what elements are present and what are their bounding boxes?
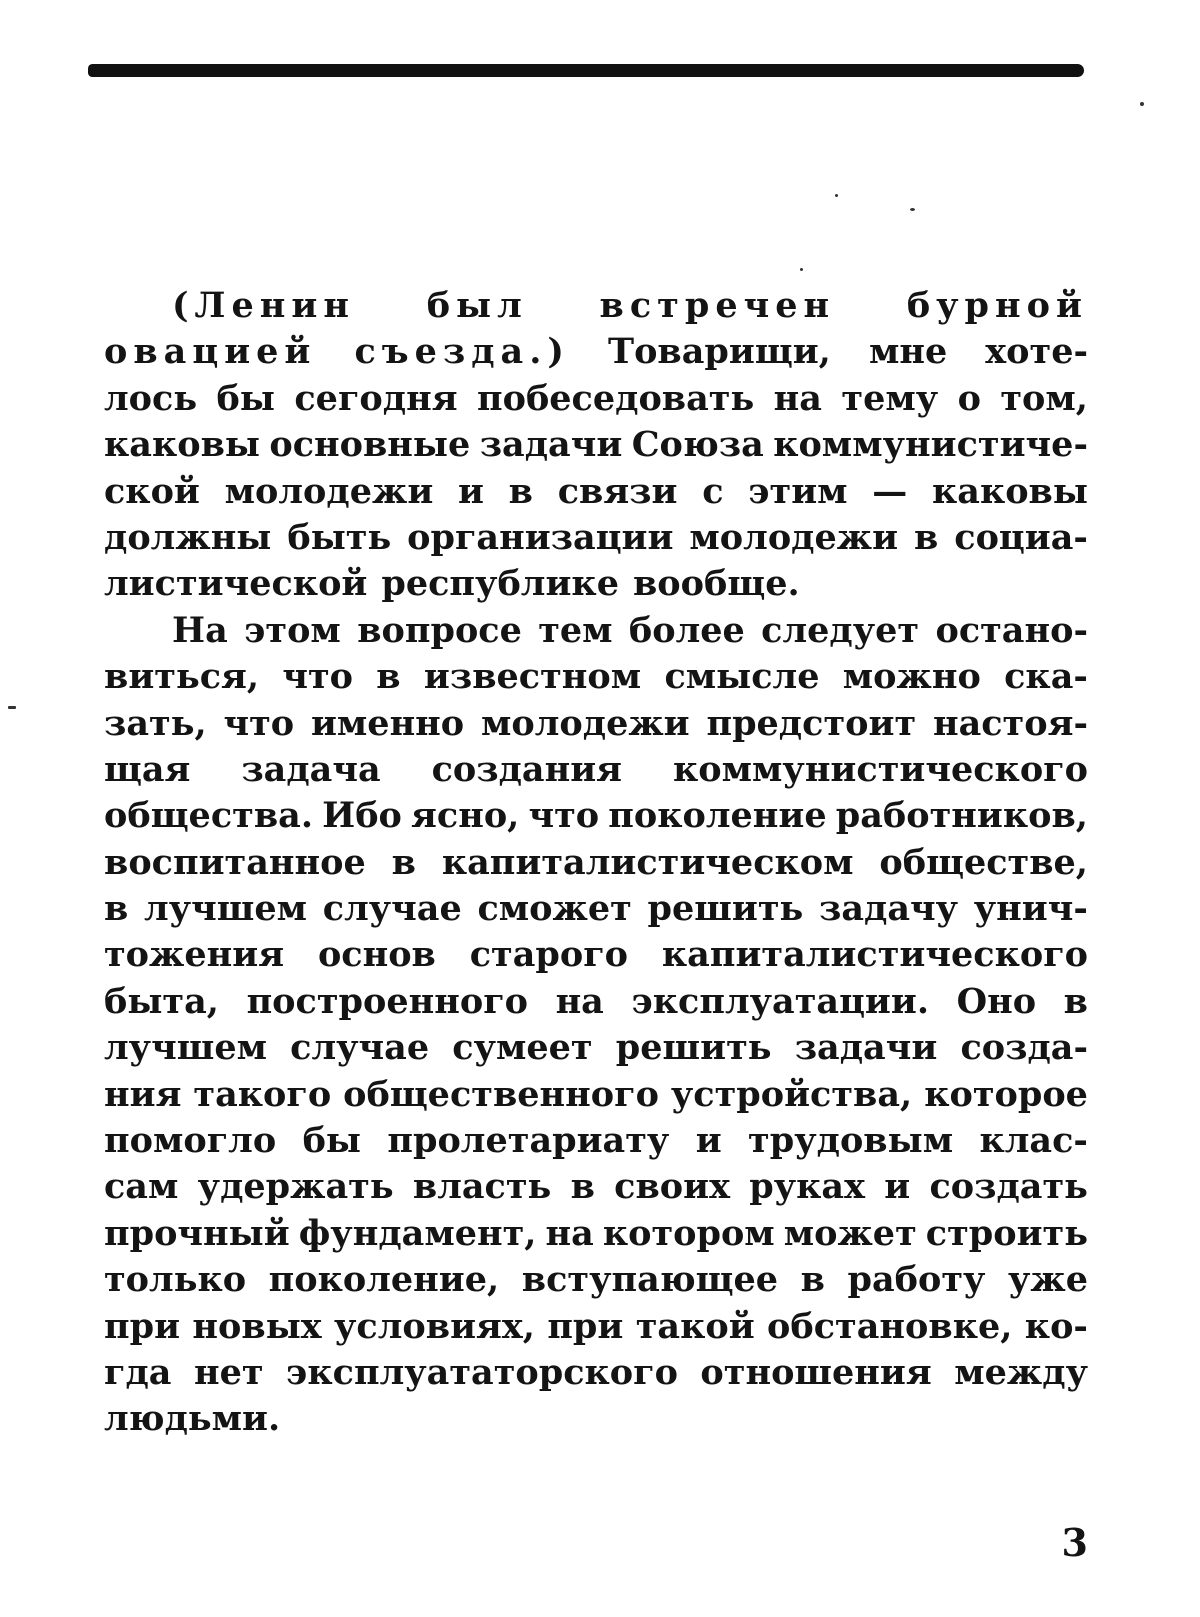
word: в	[800, 1259, 825, 1301]
text-line	[104, 979, 1088, 1025]
word: Оно	[956, 980, 1037, 1022]
word: виться,	[104, 656, 260, 698]
text-line	[104, 886, 1088, 932]
body-text	[104, 283, 1088, 1443]
word: капиталистическом	[441, 841, 854, 883]
word: (Ленин	[172, 285, 355, 326]
word: своих	[614, 1166, 730, 1208]
word: молодежи	[480, 702, 690, 744]
word: помогло	[104, 1120, 277, 1162]
text-line	[104, 561, 1088, 607]
word: между	[954, 1351, 1088, 1393]
scan-speck	[800, 268, 803, 271]
word: быта,	[104, 980, 219, 1022]
word: можно	[842, 656, 981, 698]
word: удержать	[197, 1166, 394, 1208]
word: задача	[241, 748, 381, 790]
word: известном	[423, 656, 642, 698]
word: новых	[192, 1305, 322, 1347]
word: задачу	[819, 888, 959, 930]
word: клас-	[979, 1120, 1088, 1162]
word: был	[426, 285, 528, 326]
word: смысле	[664, 656, 820, 698]
scan-speck	[835, 194, 838, 197]
word: листической	[104, 563, 368, 605]
word: связи	[557, 470, 678, 512]
word: ской	[104, 470, 200, 512]
word: в	[1063, 980, 1088, 1022]
word: власть	[412, 1166, 552, 1208]
word: капиталистического	[661, 934, 1088, 976]
word: строить	[925, 1212, 1088, 1254]
word: хоте-	[985, 331, 1088, 373]
word: при	[104, 1305, 181, 1347]
word: которое	[924, 1073, 1088, 1115]
word: каковы	[104, 424, 260, 466]
word: Союза	[631, 424, 764, 466]
word: котором	[602, 1212, 775, 1254]
word: Товарищи,	[608, 331, 831, 373]
text-line	[104, 515, 1088, 561]
word: задачи	[794, 1027, 938, 1069]
word: зать,	[104, 702, 207, 744]
word: сам	[104, 1166, 179, 1208]
word: Ибо	[322, 795, 402, 837]
word: на	[773, 377, 822, 419]
word: именно	[310, 702, 465, 744]
word: побеседовать	[476, 377, 755, 419]
word: социа-	[954, 516, 1088, 558]
text-line	[104, 1072, 1088, 1118]
word: организации	[407, 516, 674, 558]
word: пролетариату	[387, 1120, 670, 1162]
word: поколение	[608, 795, 827, 837]
word: настоя-	[932, 702, 1088, 744]
word: коммунистиче-	[773, 424, 1088, 466]
word: может	[783, 1212, 917, 1254]
scan-speck	[8, 706, 16, 709]
word: воспитанное	[104, 841, 366, 883]
word: при	[547, 1305, 624, 1347]
page-number: 3	[1061, 1520, 1088, 1565]
word: более	[628, 609, 745, 651]
word: создать	[929, 1166, 1088, 1208]
word: лось	[104, 377, 198, 419]
word: лучшем	[144, 888, 308, 930]
word: эксплуататорского	[286, 1351, 678, 1393]
word: о	[957, 377, 981, 419]
word: случае	[290, 1027, 430, 1069]
word: случае	[322, 888, 462, 930]
word: поколение,	[268, 1259, 500, 1301]
word: в	[570, 1166, 595, 1208]
word: общества.	[104, 795, 314, 837]
word: людьми.	[104, 1398, 281, 1440]
text-line	[104, 701, 1088, 747]
word: остано-	[935, 609, 1088, 651]
word: бурной	[906, 285, 1088, 326]
text-line	[104, 1304, 1088, 1350]
word: на	[545, 1212, 594, 1254]
text-line	[104, 283, 1088, 329]
word: старого	[469, 934, 629, 976]
word: этом	[244, 609, 341, 651]
word: молодежи	[689, 516, 899, 558]
word: только	[104, 1259, 247, 1301]
word: республике	[381, 563, 619, 605]
word: руках	[749, 1166, 865, 1208]
word: обстановке,	[767, 1305, 1013, 1347]
text-line	[104, 469, 1088, 515]
word: работу	[847, 1259, 986, 1301]
word: гда	[104, 1351, 172, 1393]
word: должны	[104, 516, 272, 558]
word: этим	[748, 470, 848, 512]
word: коммунистического	[672, 748, 1088, 790]
text-line	[104, 608, 1088, 654]
word: сегодня	[294, 377, 458, 419]
word: тем	[538, 609, 613, 651]
word: бы	[216, 377, 275, 419]
word: вступающее	[521, 1259, 779, 1301]
word: отношения	[700, 1351, 932, 1393]
word: следует	[761, 609, 920, 651]
word: что	[528, 795, 600, 837]
word: такого	[193, 1073, 332, 1115]
text-line	[104, 1211, 1088, 1257]
text-line	[104, 1396, 1088, 1442]
word: том,	[1000, 377, 1088, 419]
top-rule	[88, 64, 1084, 77]
word: основ	[317, 934, 436, 976]
word: встречен	[599, 285, 836, 326]
word: эксплуатации.	[631, 980, 930, 1022]
word: бы	[302, 1120, 361, 1162]
word: решить	[615, 1027, 772, 1069]
word: вообще.	[632, 563, 800, 605]
word: трудовым	[748, 1120, 954, 1162]
word: и	[695, 1120, 722, 1162]
word: в	[508, 470, 533, 512]
word: ска-	[1004, 656, 1088, 698]
word: условиях,	[334, 1305, 535, 1347]
word: вопросе	[357, 609, 522, 651]
text-line	[104, 654, 1088, 700]
text-line	[104, 932, 1088, 978]
word: в	[391, 841, 416, 883]
text-line	[104, 1350, 1088, 1396]
word: фундамент,	[298, 1212, 537, 1254]
text-line	[104, 329, 1088, 375]
scan-speck	[910, 208, 915, 211]
word: прочный	[104, 1212, 290, 1254]
word: лучшем	[104, 1027, 267, 1069]
text-line	[104, 747, 1088, 793]
word: обществе,	[879, 841, 1088, 883]
word: что	[282, 656, 354, 698]
word: создания	[431, 748, 623, 790]
word: нет	[193, 1351, 264, 1393]
word: быть	[287, 516, 392, 558]
word: сумеет	[452, 1027, 593, 1069]
text-line	[104, 1164, 1088, 1210]
word: предстоит	[706, 702, 917, 744]
scan-speck	[1140, 102, 1144, 106]
word: ния	[104, 1073, 182, 1115]
text-line	[104, 1118, 1088, 1164]
word: общественного	[343, 1073, 659, 1115]
word: решить	[647, 888, 804, 930]
word: основные	[269, 424, 471, 466]
word: в	[376, 656, 401, 698]
word: тему	[841, 377, 939, 419]
word: каковы	[931, 470, 1088, 512]
word: овацией	[104, 331, 317, 373]
word: построенного	[246, 980, 528, 1022]
word: и	[884, 1166, 911, 1208]
word: и	[457, 470, 484, 512]
text-line	[104, 1257, 1088, 1303]
word: в	[104, 888, 129, 930]
word: молодежи	[224, 470, 434, 512]
word: задачи	[479, 424, 623, 466]
word: съезда.)	[354, 331, 570, 373]
word: щая	[104, 748, 191, 790]
word: на	[555, 980, 604, 1022]
word: созда-	[960, 1027, 1088, 1069]
word: ко-	[1024, 1305, 1088, 1347]
word: с	[702, 470, 724, 512]
text-line	[104, 1025, 1088, 1071]
text-line	[104, 422, 1088, 468]
word: унич-	[973, 888, 1088, 930]
word: тожения	[104, 934, 285, 976]
text-line	[104, 840, 1088, 886]
word: что	[223, 702, 295, 744]
word: такой	[635, 1305, 755, 1347]
word: устройства,	[670, 1073, 913, 1115]
word: На	[172, 609, 228, 651]
word: в	[914, 516, 939, 558]
word: работников,	[835, 795, 1088, 837]
word: уже	[1007, 1259, 1088, 1301]
word: мне	[868, 331, 948, 373]
text-line	[104, 793, 1088, 839]
word: ясно,	[411, 795, 520, 837]
word: —	[872, 470, 908, 512]
text-line	[104, 376, 1088, 422]
word: сможет	[477, 888, 632, 930]
